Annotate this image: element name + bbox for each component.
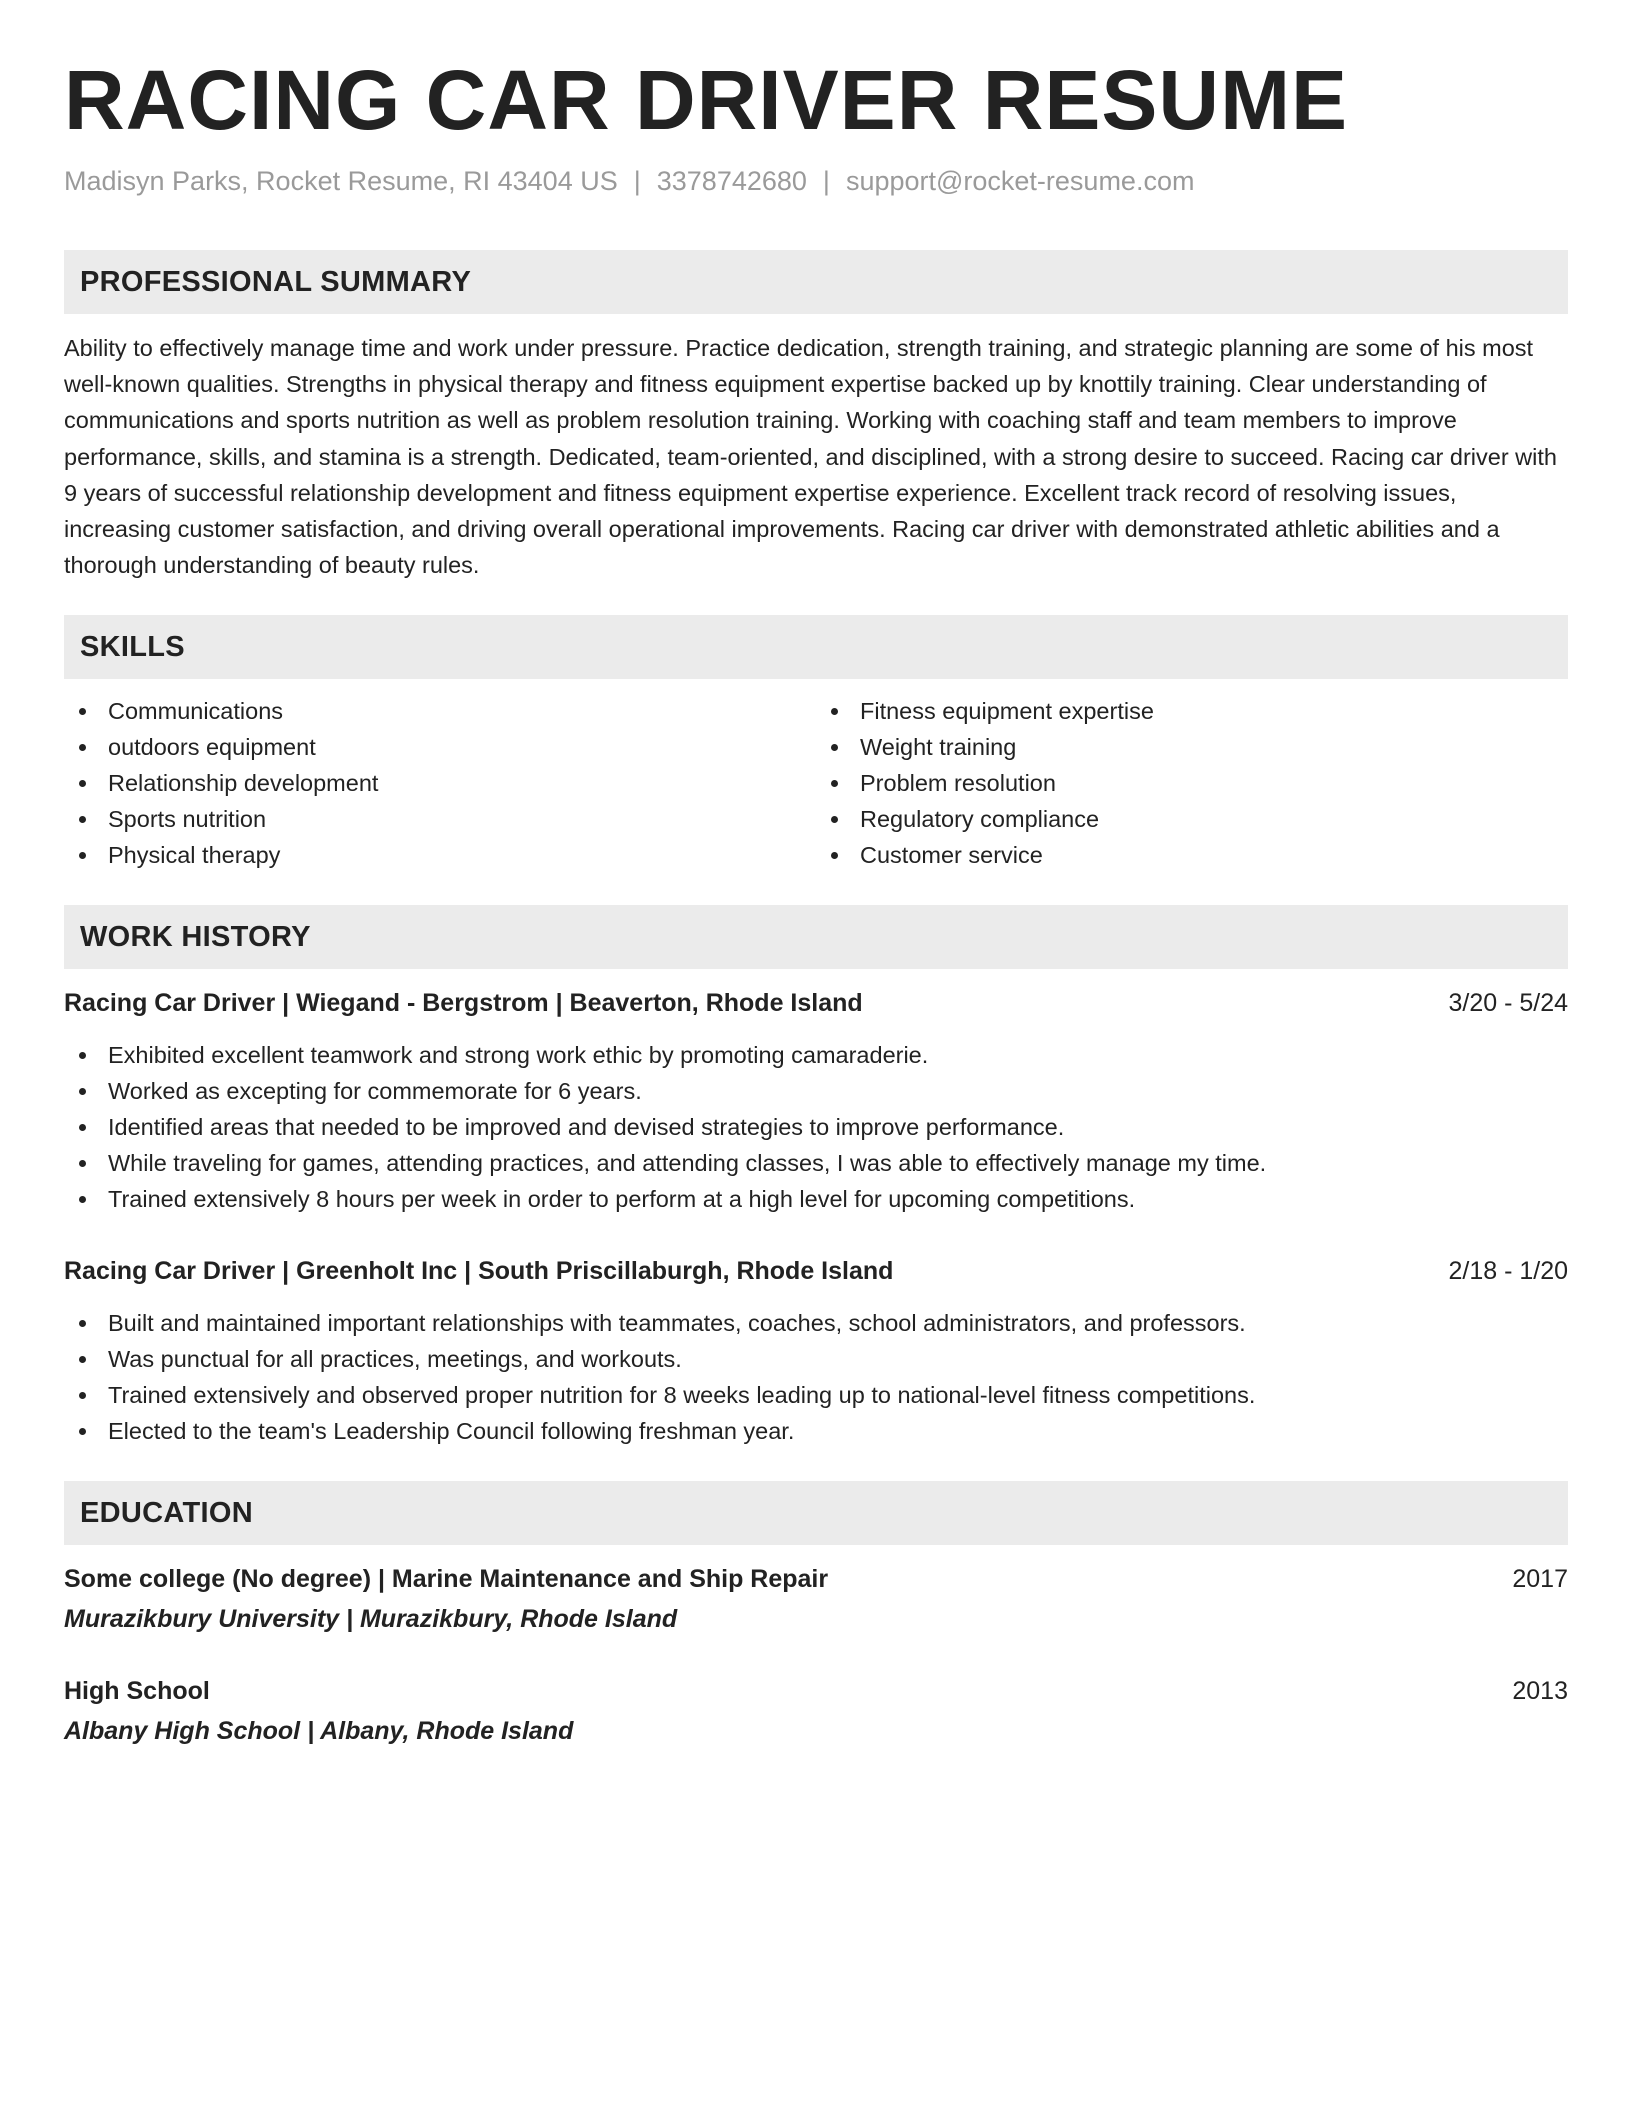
skill-item: Customer service <box>816 837 1568 873</box>
work-history-section <box>64 905 1568 1449</box>
education-heading: EDUCATION <box>64 1481 1568 1545</box>
job-bullet: Built and maintained important relationships with teammates, coaches, school administrators, and professors. <box>64 1305 1568 1341</box>
skill-item: Sports nutrition <box>64 801 816 837</box>
job-bullet: Trained extensively and observed proper nutrition for 8 weeks leading up to national-level fitness competitions. <box>64 1377 1568 1413</box>
skill-item: outdoors equipment <box>64 729 816 765</box>
skill-item: Regulatory compliance <box>816 801 1568 837</box>
education-school: Murazikbury University | Murazikbury, Rhode Island <box>64 1605 678 1634</box>
job-title: Racing Car Driver | Wiegand - Bergstrom | Beaverton, Rhode Island <box>64 989 863 1018</box>
resume-title: RACING CAR DRIVER RESUME <box>64 53 1349 147</box>
job-title: Racing Car Driver | Greenholt Inc | South Priscillaburgh, Rhode Island <box>64 1257 894 1286</box>
education-section <box>64 1481 1568 1749</box>
contact-separator: | <box>822 166 830 196</box>
job-bullet: Elected to the team's Leadership Council following freshman year. <box>64 1413 1568 1449</box>
job-dates: 3/20 - 5/24 <box>1448 989 1568 1018</box>
skill-item: Communications <box>64 693 816 729</box>
education-degree: High School <box>64 1677 210 1706</box>
education-entry <box>64 1561 1568 1637</box>
job-bullet: Was punctual for all practices, meetings, and workouts. <box>64 1341 1568 1377</box>
contact-phone: 3378742680 <box>656 166 807 196</box>
job-entry <box>64 1253 1568 1449</box>
education-degree: Some college (No degree) | Marine Maintenance and Ship Repair <box>64 1565 829 1594</box>
education-header <box>64 1673 1568 1709</box>
summary-text: Ability to effectively manage time and work under pressure. Practice dedication, strength training, and strategic planning are some of his most well-known qualities. Strengths in physical therapy and fitness equipment expertise backed up by knottily training. Clear understanding of communications and sports nutrition as well as problem resolution training. Working with coaching staff and team members to improve performance, skills, and stamina is a strength. Dedicated, team-oriented, and disciplined, with a strong desire to succeed. Racing car driver with 9 years of successful relationship development and fitness equipment expertise experience. Excellent track record of resolving issues, increasing customer satisfaction, and driving overall operational improvements. Racing car driver with demonstrated athletic abilities and a thorough understanding of beauty rules. <box>64 335 1557 579</box>
job-bullet-list <box>64 1037 1568 1217</box>
education-school: Albany High School | Albany, Rhode Island <box>64 1717 574 1746</box>
contact-line <box>64 164 1568 198</box>
skill-item: Fitness equipment expertise <box>816 693 1568 729</box>
skill-item: Relationship development <box>64 765 816 801</box>
education-year: 2017 <box>1512 1565 1568 1594</box>
education-header <box>64 1561 1568 1597</box>
job-header <box>64 985 1568 1021</box>
job-bullet: Worked as excepting for commemorate for 6 years. <box>64 1073 1568 1109</box>
job-bullet: While traveling for games, attending practices, and attending classes, I was able to effectively manage my time. <box>64 1145 1568 1181</box>
skill-item: Weight training <box>816 729 1568 765</box>
skills-column-left <box>64 693 816 873</box>
job-bullet-list <box>64 1305 1568 1449</box>
job-bullet: Exhibited excellent teamwork and strong work ethic by promoting camaraderie. <box>64 1037 1568 1073</box>
education-year: 2013 <box>1512 1677 1568 1706</box>
job-bullet: Identified areas that needed to be improved and devised strategies to improve performance. <box>64 1109 1568 1145</box>
job-dates: 2/18 - 1/20 <box>1448 1257 1568 1286</box>
skill-item: Problem resolution <box>816 765 1568 801</box>
contact-email: support@rocket-resume.com <box>845 166 1195 196</box>
job-header <box>64 1253 1568 1289</box>
skills-column-right <box>816 693 1568 873</box>
contact-separator: | <box>633 166 641 196</box>
summary-heading: PROFESSIONAL SUMMARY <box>64 250 1568 314</box>
skills-section <box>64 615 1568 873</box>
skills-heading: SKILLS <box>64 615 1568 679</box>
contact-address: Madisyn Parks, Rocket Resume, RI 43404 US <box>64 166 618 196</box>
work-history-heading: WORK HISTORY <box>64 905 1568 969</box>
education-entry <box>64 1673 1568 1749</box>
job-bullet: Trained extensively 8 hours per week in order to perform at a high level for upcoming competitions. <box>64 1181 1568 1217</box>
job-entry <box>64 985 1568 1217</box>
skill-item: Physical therapy <box>64 837 816 873</box>
skills-grid <box>64 693 1568 873</box>
summary-section <box>64 250 1568 583</box>
